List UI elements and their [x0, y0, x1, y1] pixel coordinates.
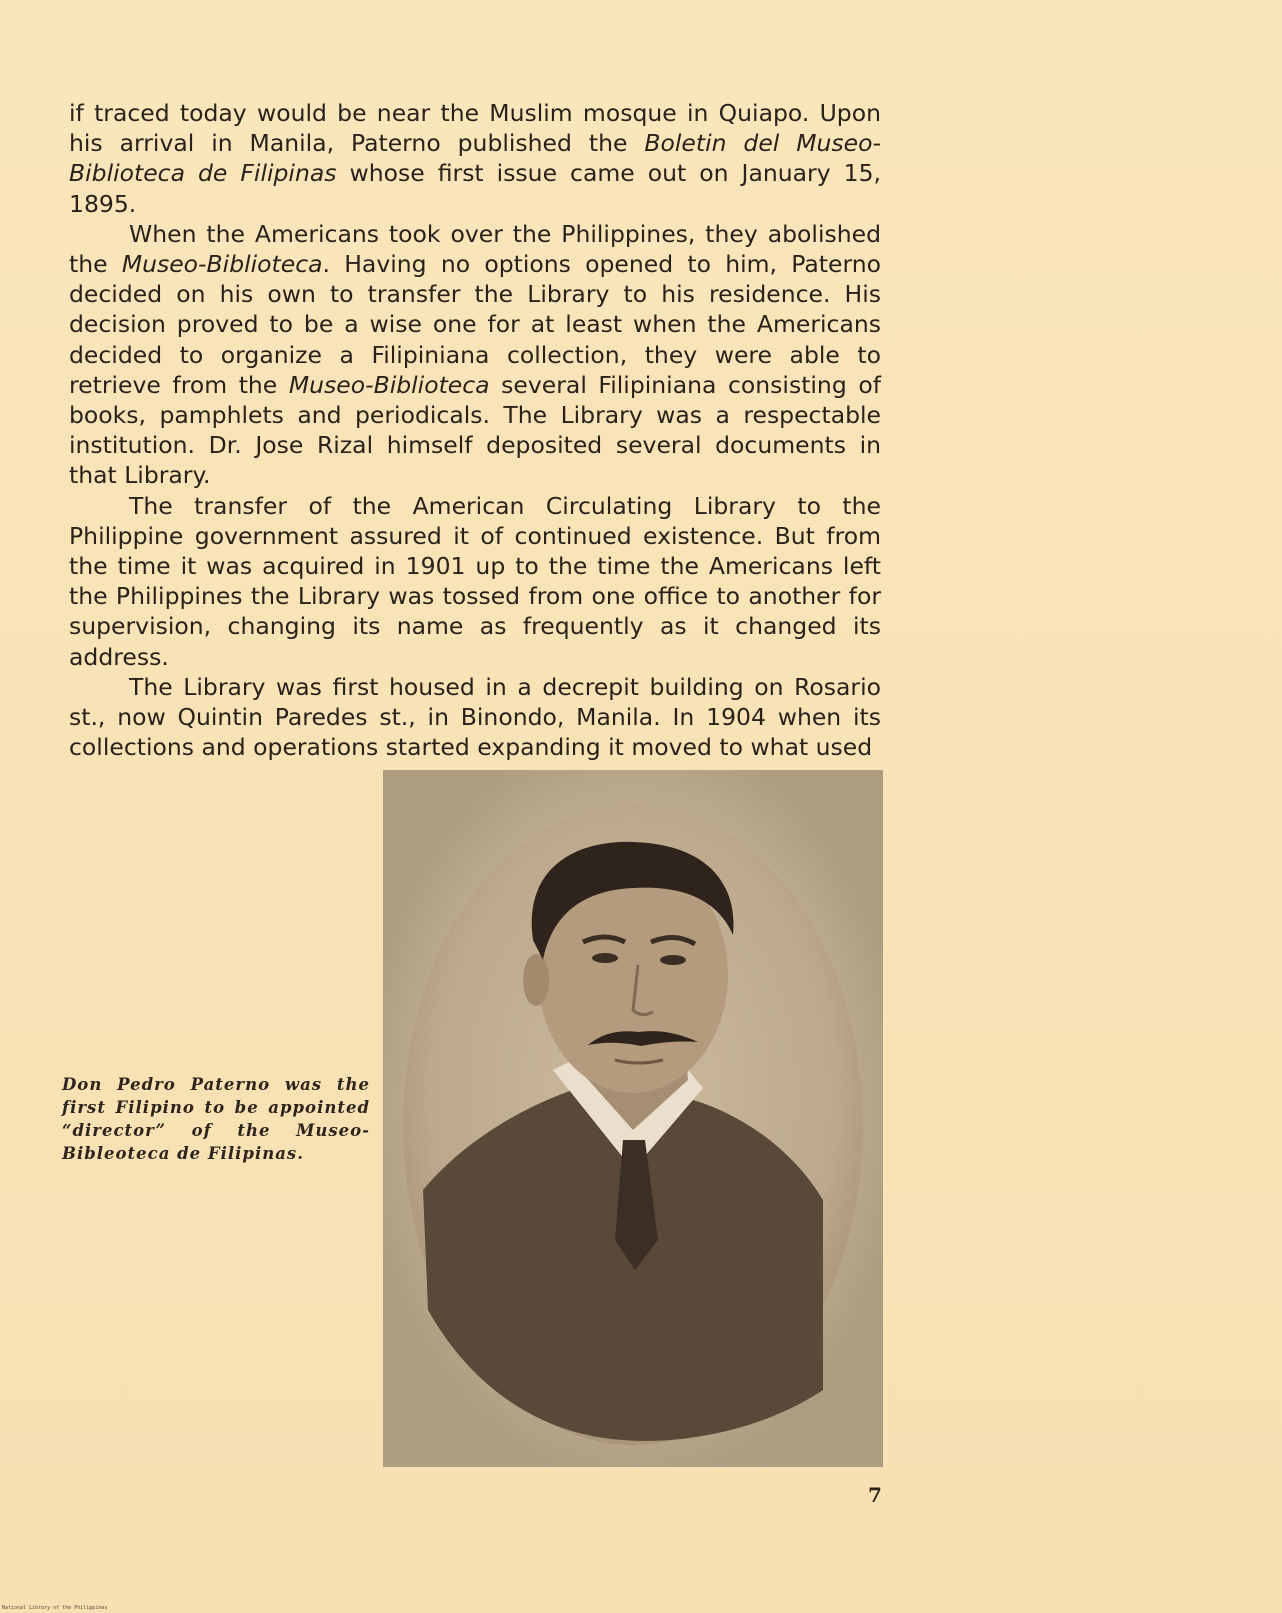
photo-caption: Don Pedro Paterno was the first Filipino to be appointed “director” of the Museo-Bibleoteca de Filipinas. [62, 1075, 370, 1163]
portrait-eye-right [660, 955, 686, 965]
italic-title-text: Museo-Biblioteca [288, 370, 490, 399]
italic-title-text: Boletin del Museo-Biblioteca de Filipinas [69, 129, 881, 188]
text-run: whose first issue came out on January 15, 1895. [69, 159, 881, 218]
text-run: The Library was first housed in a decrepit building on Rosario st., now Quintin Paredes st., in Binondo, Manila. In 1904 when its collections and operations started expanding it moved to what used [69, 672, 881, 762]
portrait-ear [523, 954, 549, 1006]
italic-title-text: Museo-Biblioteca [121, 250, 323, 279]
portrait-photo [383, 770, 883, 1467]
text-run: When the Americans took over the Philippines, they abolished the [69, 219, 881, 279]
text-run: . Having no options opened to him, Paterno decided on his own to transfer the Library to his residence. His decision proved to be a wise one for at least when the Americans decided to organize a Filipiniana collection, they were able to retrieve from the [69, 250, 881, 399]
paragraph [69, 672, 881, 763]
text-run: several Filipiniana consisting of books, pamphlets and periodicals. The Library was a respectable institution. Dr. Jose Rizal himself deposited several documents in that Library. [69, 370, 881, 490]
paragraph [69, 98, 881, 219]
footer-credit: National Library of the Philippines [2, 1605, 108, 1611]
portrait-eye-left [592, 953, 618, 963]
page-number: 7 [868, 1483, 882, 1507]
paragraph [69, 491, 881, 672]
portrait-illustration [383, 770, 883, 1467]
text-run: The transfer of the American Circulating Library to the Philippine government assured it of continued existence. But from the time it was acquired in 1901 up to the time the Americans left the Philippines the Library was tossed from one office to another for supervision, changing its name as frequently as it changed its address. [69, 491, 881, 671]
paragraph [69, 219, 881, 491]
text-run: if traced today would be near the Muslim mosque in Quiapo. Upon his arrival in Manila, Paterno published the [69, 99, 881, 158]
body-text [69, 98, 881, 762]
